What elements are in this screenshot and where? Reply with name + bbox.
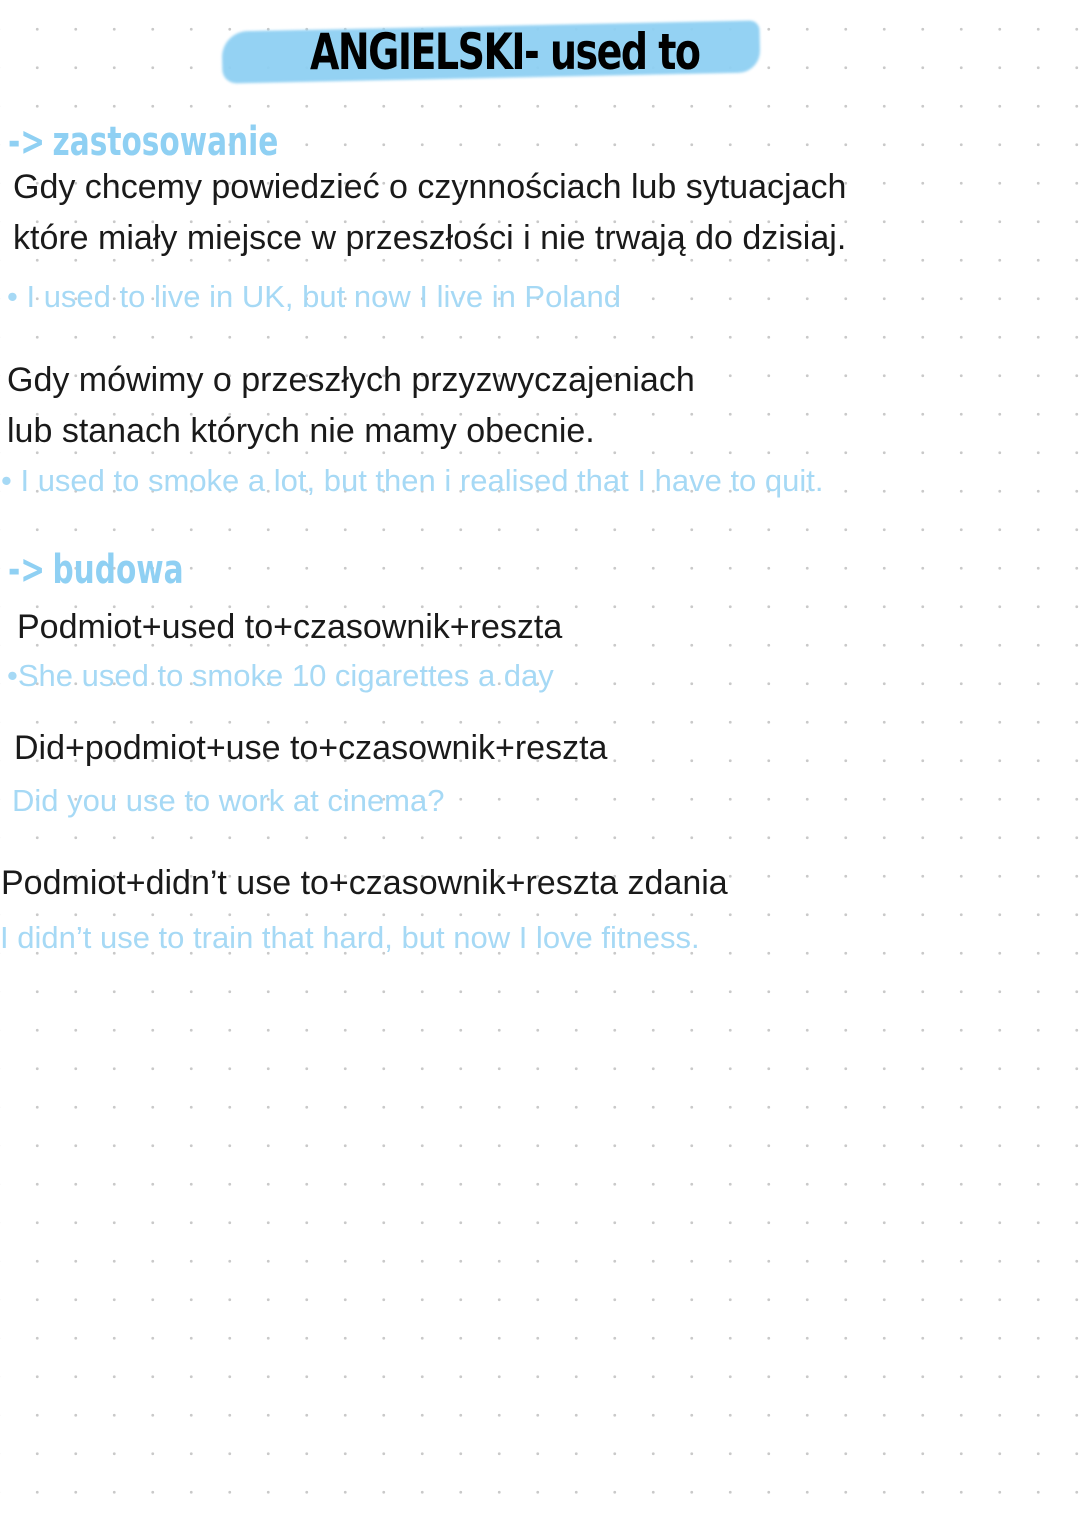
section-heading-budowa	[8, 546, 184, 594]
structure-affirmative: Podmiot+used to+czasownik+reszta	[17, 608, 563, 646]
usage-1-line-2: które miały miejsce w przeszłości i nie trwają do dzisiaj.	[13, 219, 847, 257]
usage-2-line-2: lub stanach których nie mamy obecnie.	[7, 412, 595, 450]
structure-question-example: Did you use to work at cinema?	[12, 783, 445, 818]
usage-2-example: • I used to smoke a lot, but then i realised that I have to quit.	[1, 463, 824, 498]
arrow-marker: ->	[8, 547, 46, 593]
section-heading-label: budowa	[52, 547, 184, 593]
usage-2-line-1: Gdy mówimy o przeszłych przyzwyczajeniach	[7, 361, 695, 399]
arrow-marker: ->	[8, 119, 46, 165]
usage-1-line-1: Gdy chcemy powiedzieć o czynnościach lub sytuacjach	[13, 168, 847, 206]
usage-1-example: • I used to live in UK, but now I live in Poland	[7, 279, 621, 314]
structure-question: Did+podmiot+use to+czasownik+reszta	[14, 729, 608, 767]
structure-negative-example: I didn’t use to train that hard, but now I love fitness.	[0, 920, 700, 955]
title-area	[222, 12, 762, 84]
structure-negative: Podmiot+didn’t use to+czasownik+reszta zdania	[1, 864, 728, 902]
section-heading-label: zastosowanie	[52, 119, 279, 165]
structure-affirmative-example: •She used to smoke 10 cigarettes a day	[7, 658, 554, 693]
section-heading-zastosowanie	[8, 118, 278, 166]
page-title: ANGIELSKI- used to	[310, 23, 700, 81]
